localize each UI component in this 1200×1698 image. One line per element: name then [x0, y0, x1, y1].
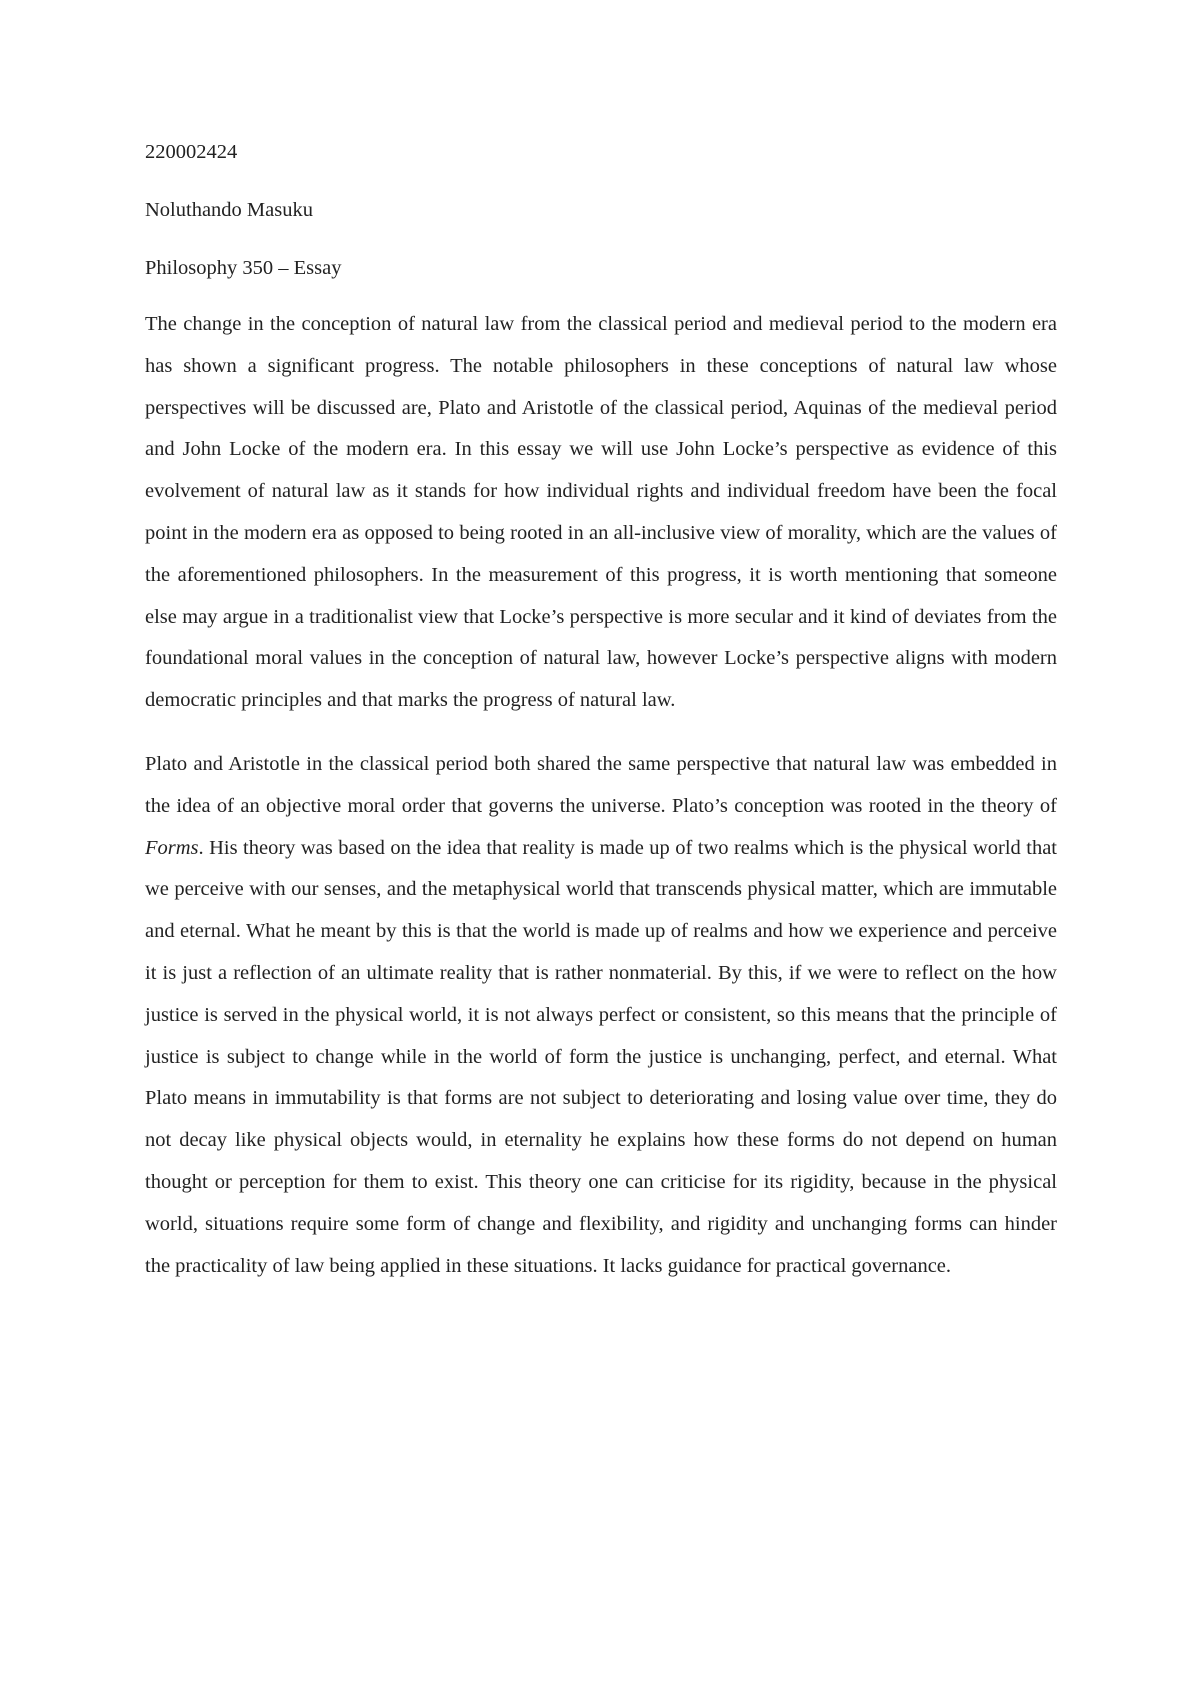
- essay-paragraph-introduction: The change in the conception of natural law from the classical period and medieval period to the modern era has shown a significant progress. The notable philosophers in these conceptions of natural law whose perspectives will be discussed are, Plato and Aristotle of the classical period, Aquinas of the medieval period and John Locke of the modern era. In this essay we will use John Locke’s perspective as evidence of this evolvement of natural law as it stands for how individual rights and individual freedom have been the focal point in the modern era as opposed to being rooted in an all-inclusive view of morality, which are the values of the aforementioned philosophers. In the measurement of this progress, it is worth mentioning that someone else may argue in a traditionalist view that Locke’s perspective is more secular and it kind of deviates from the foundational moral values in the conception of natural law, however Locke’s perspective aligns with modern democratic principles and that marks the progress of natural law.: [145, 313, 1057, 712]
- essay-paragraph-plato: [145, 744, 1057, 1287]
- paragraph-text-segment: Plato and Aristotle in the classical period both shared the same perspective that natural law was embedded in the idea of an objective moral order that governs the universe. Plato’s conception was rooted in the theory of: [145, 752, 1057, 817]
- course-title: Philosophy 350 – Essay: [145, 257, 342, 279]
- essay-content: [145, 138, 1057, 1309]
- paragraph-text-segment: . His theory was based on the idea that reality is made up of two realms which is the physical world that we perceive with our senses, and the metaphysical world that transcends physical matter, which are immutable and eternal. What he meant by this is that the world is made up of realms and how we experience and perceive it is just a reflection of an ultimate reality that is rather nonmaterial. By this, if we were to reflect on the how justice is served in the physical world, it is not always perfect or consistent, so this means that the principle of justice is subject to change while in the world of form the justice is unchanging, perfect, and eternal. What Plato means in immutability is that forms are not subject to deteriorating and losing value over time, they do not decay like physical objects would, in eternality he explains how these forms do not depend on human thought or perception for them to exist. This theory one can criticise for its rigidity, because in the physical world, situations require some form of change and flexibility, and rigidity and unchanging forms can hinder the practicality of law being applied in these situations. It lacks guidance for practical governance.: [145, 836, 1057, 1277]
- student-name: Noluthando Masuku: [145, 199, 313, 221]
- italic-term-forms: Forms: [145, 836, 199, 859]
- student-number: 220002424: [145, 141, 238, 163]
